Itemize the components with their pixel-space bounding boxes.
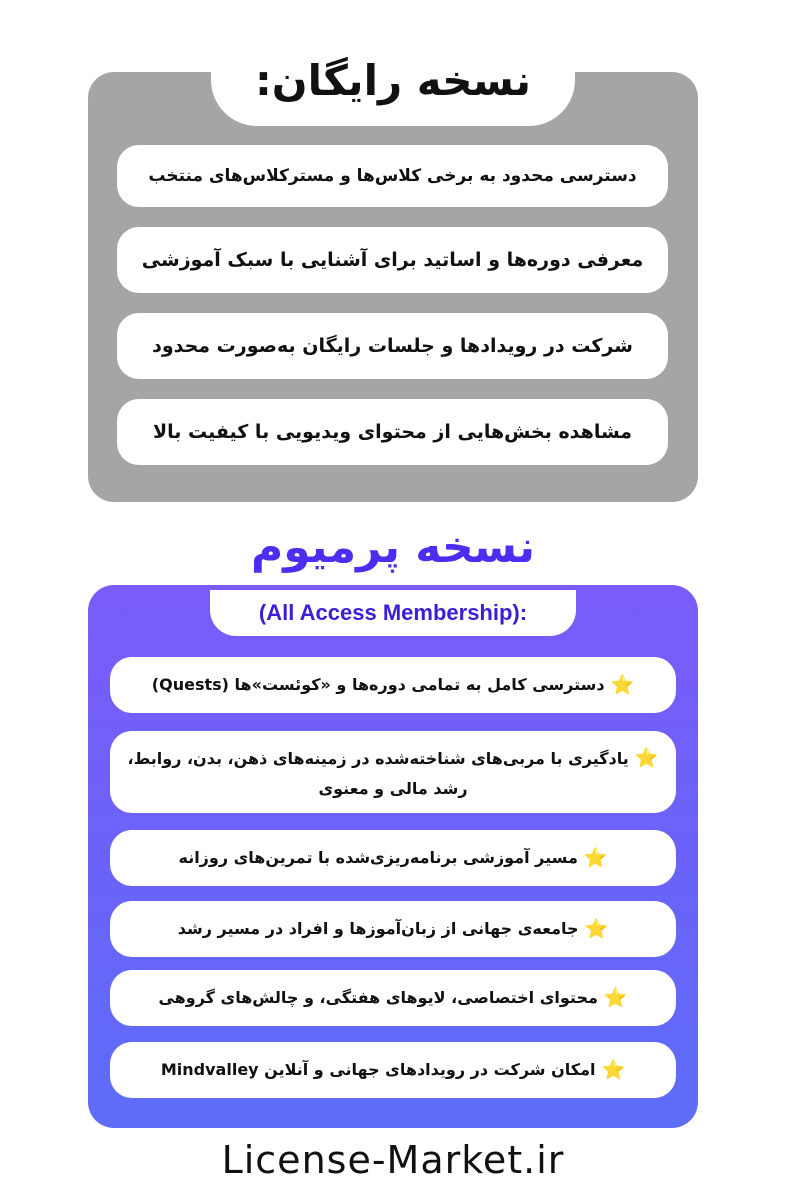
free-feature-item: شرکت در رویدادها و جلسات رایگان به‌صورت محدود [117, 313, 668, 379]
premium-feature-item [110, 731, 676, 813]
free-feature-item: معرفی دوره‌ها و اساتید برای آشنایی با سبک آموزشی [117, 227, 668, 293]
premium-feature-text: یادگیری با مربی‌های شناخته‌شده در زمینه‌های ذهن، بدن، روابط، رشد مالی و معنوی [127, 749, 629, 798]
free-feature-item: مشاهده بخش‌هایی از محتوای ویدیویی با کیفیت بالا [117, 399, 668, 465]
premium-feature-label: امکان شرکت در رویدادهای جهانی و آنلاین Mindvalley [160, 1060, 596, 1080]
free-plan-title: نسخه رایگان: [254, 55, 532, 105]
star-icon: ⭐ [634, 747, 659, 770]
premium-feature-label: دسترسی کامل به تمامی دوره‌ها و «کوئست»ها (Quests) [151, 675, 605, 695]
premium-feature-item [110, 970, 676, 1026]
footer-website: License-Market.ir [221, 1138, 565, 1182]
premium-feature-item [110, 1042, 676, 1098]
premium-plan-subtitle-tab [210, 590, 576, 636]
star-icon: ⭐ [601, 1058, 626, 1081]
premium-feature-label: مسیر آموزشی برنامه‌ریزی‌شده با تمرین‌های روزانه [178, 848, 578, 868]
star-icon: ⭐ [603, 986, 628, 1009]
premium-feature-item [110, 901, 676, 957]
star-icon: ⭐ [584, 917, 609, 940]
premium-feature-label: جامعه‌ی جهانی از زبان‌آموزها و افراد در مسیر رشد [177, 919, 579, 939]
premium-plan-subtitle: (All Access Membership): [258, 600, 528, 625]
premium-feature-label [124, 742, 662, 801]
premium-feature-label: محتوای اختصاصی، لایوهای هفتگی، و چالش‌های گروهی [158, 988, 598, 1008]
free-plan-title-tab [211, 30, 575, 126]
premium-feature-item [110, 657, 676, 713]
star-icon: ⭐ [610, 673, 635, 696]
free-feature-item: دسترسی محدود به برخی کلاس‌ها و مسترکلاس‌های منتخب [117, 145, 668, 207]
premium-feature-item [110, 830, 676, 886]
premium-plan-title: نسخه پرمیوم [251, 522, 535, 573]
star-icon: ⭐ [583, 846, 608, 869]
